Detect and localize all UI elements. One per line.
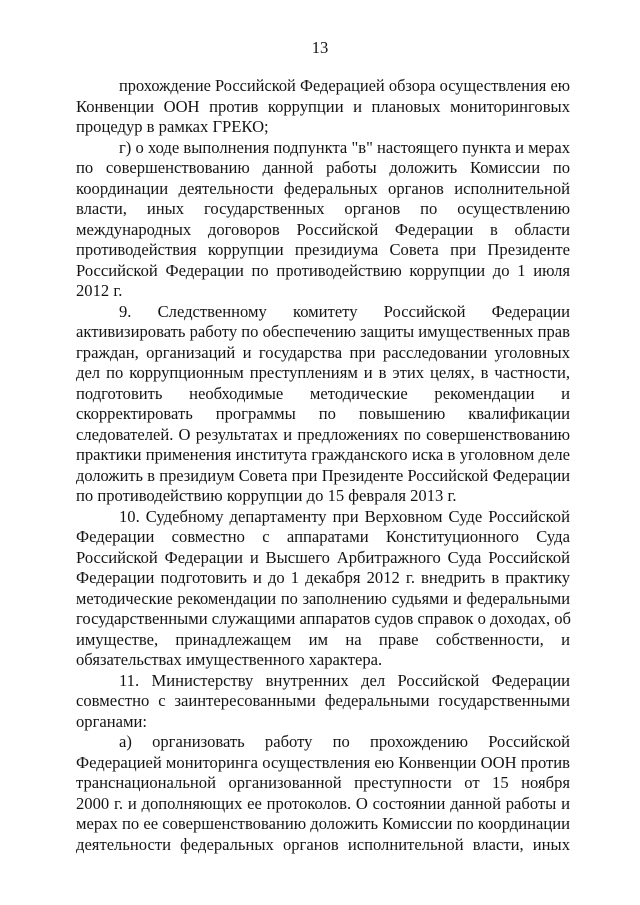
text-line: процедур в рамках ГРЕКО;: [76, 117, 269, 136]
text-line: деятельности федеральных органов исполнительной власти, иных: [76, 834, 570, 854]
text-line: методические рекомендации по заполнению судьями и федеральными: [76, 588, 570, 608]
text-line: подготовить необходимые методические рекомендации и: [76, 383, 570, 403]
text-line: дел по коррупционным преступлениям и в этих целях, в частности,: [76, 363, 570, 382]
text-line: г) о ходе выполнения подпункта "в" настоящего пункта и мерах: [119, 137, 570, 157]
text-line: по противодействию коррупции до 15 февраля 2013 г.: [76, 486, 457, 505]
text-line: Федерацией мониторинга осуществления ею Конвенции ООН против: [76, 752, 570, 772]
text-line: а) организовать работу по прохождению Российской: [119, 732, 570, 751]
text-line: Федерации подготовить и до 1 декабря 2012 г. внедрить в практику: [76, 568, 570, 587]
text-line: Конвенции ООН против коррупции и плановых мониторинговых: [76, 96, 570, 116]
text-line: прохождение Российской Федерацией обзора осуществления ею: [119, 76, 570, 95]
text-line: обязательствах имущественного характера.: [76, 650, 383, 669]
text-line: следователей. О результатах и предложениях по совершенствованию: [76, 424, 570, 444]
page-number: 13: [311, 38, 329, 57]
text-line: активизировать работу по обеспечению защиты имущественных прав: [76, 322, 570, 341]
text-line: скорректировать программы по повышению квалификации: [76, 404, 570, 423]
text-line: противодействия коррупции президиума Совета при Президенте: [76, 240, 570, 259]
text-line: государственными служащими аппаратов судов справок о доходах, об: [76, 609, 571, 628]
text-line: по совершенствованию данной работы доложить Комиссии по: [76, 158, 570, 177]
text-line: органами:: [76, 711, 148, 731]
text-line: Российской Федерации и Высшего Арбитражного Суда Российской: [76, 547, 570, 567]
text-line: мерах по ее совершенствованию доложить Комиссии по координации: [76, 814, 570, 833]
text-line: 2012 г.: [76, 281, 123, 300]
text-line: власти, иных государственных органов по осуществлению: [76, 199, 570, 218]
text-line: имуществе, принадлежащем им на праве собственности, и: [76, 629, 570, 649]
text-line: транснациональной организованной преступности от 15 ноября: [76, 773, 570, 792]
text-line: координации деятельности федеральных органов исполнительной: [76, 178, 570, 198]
text-line: 10. Судебному департаменту при Верховном Суде Российской: [119, 506, 570, 526]
text-line: 11. Министерству внутренних дел Российской Федерации: [119, 670, 570, 690]
text-line: 2000 г. и дополняющих ее протоколов. О состоянии данной работы и: [76, 793, 570, 813]
document-body: [76, 76, 570, 855]
text-line: Федерации совместно с аппаратами Конституционного Суда: [76, 527, 570, 546]
text-line: международных договоров Российской Федерации в области: [76, 219, 570, 239]
text-line: граждан, организаций и государства при расследовании уголовных: [76, 342, 570, 362]
text-line: доложить в президиум Совета при Президенте Российской Федерации: [76, 465, 570, 485]
text-line: Российской Федерации по противодействию коррупции до 1 июля: [76, 260, 570, 280]
text-line: 9. Следственному комитету Российской Федерации: [119, 301, 570, 321]
text-line: практики применения института гражданского иска в уголовном деле: [76, 445, 570, 464]
text-line: совместно с заинтересованными федеральными государственными: [76, 691, 570, 710]
